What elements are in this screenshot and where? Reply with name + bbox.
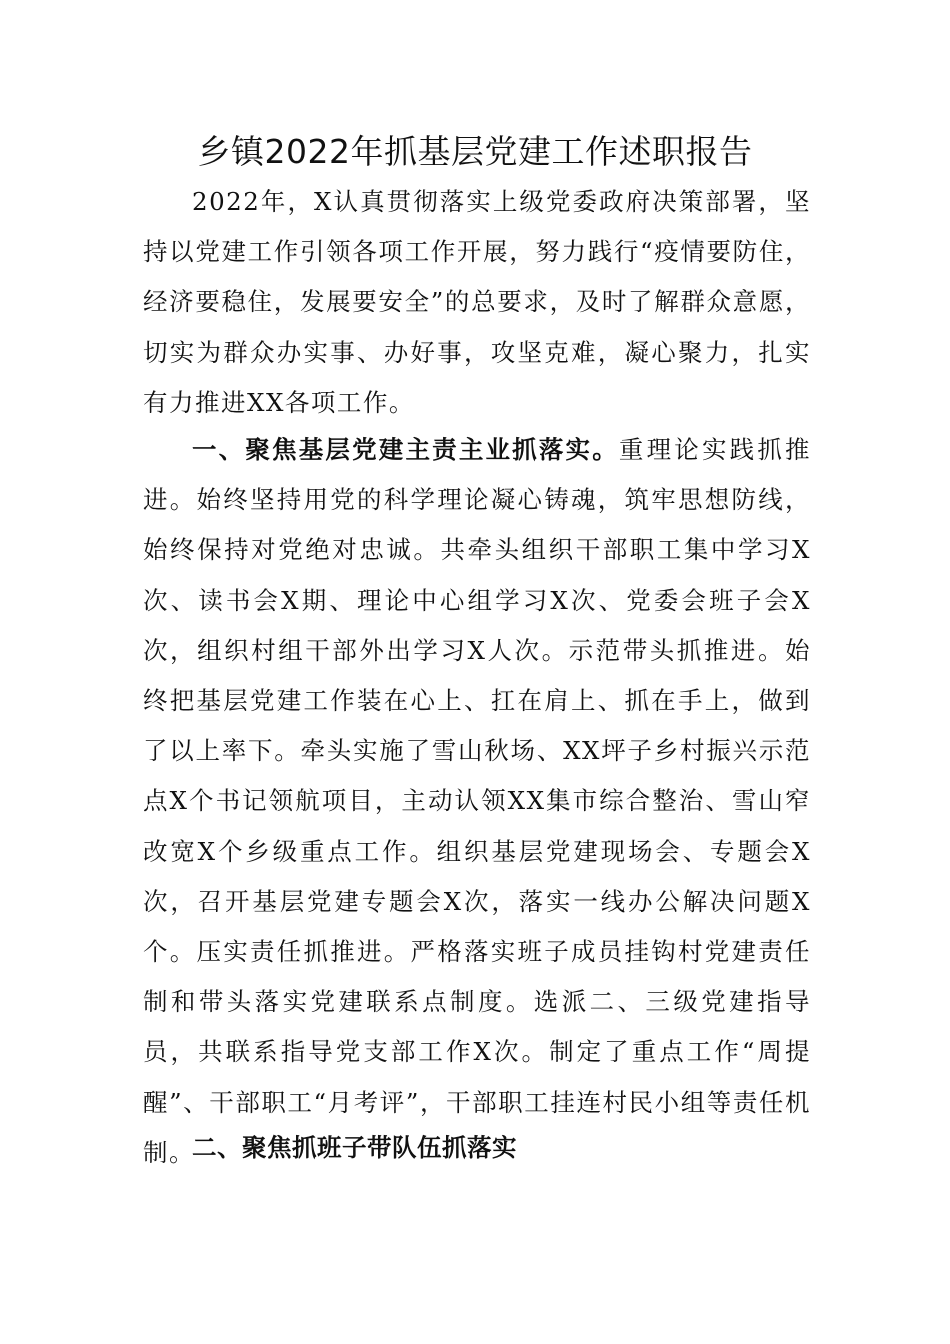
section-2-heading: 二、聚焦抓班子带队伍抓落实 [192,1133,517,1162]
section-1-paragraph [143,425,811,1178]
section-1-heading: 一、聚焦基层党建主责主业抓落实。 [192,435,619,464]
section-1-body: 重理论实践抓推进。始终坚持用党的科学理论凝心铸魂，筑牢思想防线，始终保持对党绝对忠诚。共牵头组织干部职工集中学习X次、读书会X期、理论中心组学习X次、党委会班子会X次，组织村组干部外出学习X人次。示范带头抓推进。始终把基层党建工作装在心上、扛在肩上、抓在手上，做到了以上率下。牵头实施了雪山秋场、XX坪子乡村振兴示范点X个书记领航项目，主动认领XX集市综合整治、雪山窄改宽X个乡级重点工作。组织基层党建现场会、专题会X次，召开基层党建专题会X次，落实一线办公解决问题X个。压实责任抓推进。严格落实班子成员挂钩村党建责任制和带头落实党建联系点制度。选派二、三级党建指导员，共联系指导党支部工作X次。制定了重点工作“周提醒”、干部职工“月考评”，干部职工挂连村民小组等责任机制。 [143,435,812,1167]
document-title: 乡镇2022年抓基层党建工作述职报告 [197,132,753,171]
intro-paragraph: 2022年，X认真贯彻落实上级党委政府决策部署，坚持以党建工作引领各项工作开展，努力践行“疫情要防住，经济要稳住，发展要安全”的总要求，及时了解群众意愿，切实为群众办实事、办好事，攻坚克难，凝心聚力，扎实有力推进XX各项工作。 [143,187,811,417]
section-2-paragraph [143,1123,811,1173]
